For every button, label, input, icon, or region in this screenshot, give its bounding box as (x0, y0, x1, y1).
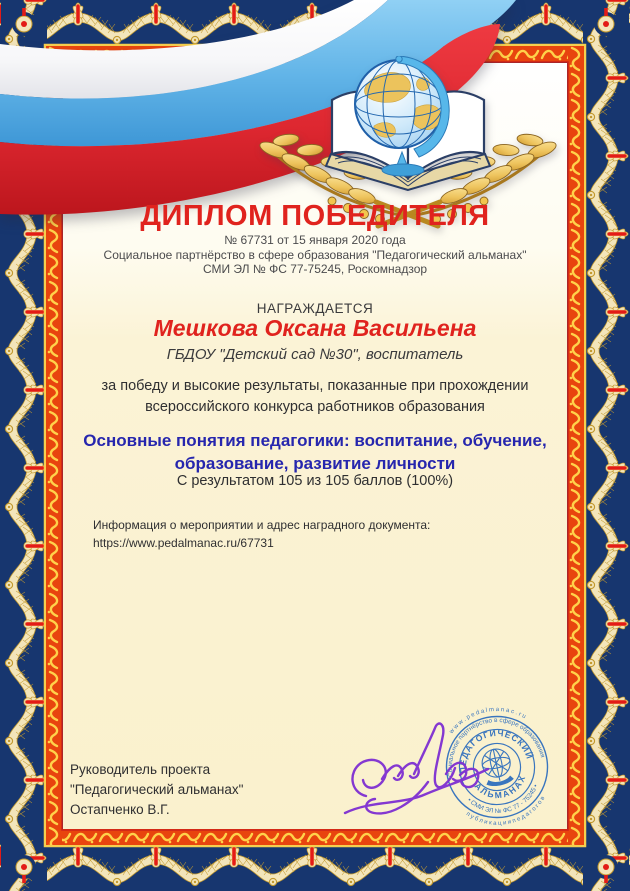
stamp-name-bottom-text: АЛЬМАНАХ (472, 772, 528, 801)
signature (340, 716, 510, 834)
certificate-subheader (62, 233, 568, 277)
contest-title: Основные понятия педагогики: воспитание, обучение, образование, развитие личности (83, 431, 547, 473)
result-line: С результатом 105 из 105 баллов (100%) (176, 473, 454, 489)
organization-line: Социальное партнёрство в сфере образования "Педагогический альманах" (103, 247, 527, 262)
info-block (93, 516, 533, 552)
stamp-partnership-text: Социальное партнёрство в сфере образования (446, 716, 546, 778)
recipient-name: Мешкова Оксана Васильена (153, 315, 477, 341)
award-reason: за победу и высокие результаты, показанные при прохождении всероссийского конкурса работников образования (101, 378, 529, 415)
recipient-position: ГБДОУ "Детский сад №30", воспитатель (166, 346, 464, 363)
signatory-name: Остапченко В.Г. (70, 802, 170, 817)
signatory-role-2: "Педагогический альманах" (70, 782, 244, 797)
signatory-block (70, 760, 370, 820)
smi-line: СМИ ЭЛ № ФС 77-75245, Роскомнадзор (202, 262, 428, 276)
certificate-number: № 67731 от 15 января 2020 года (224, 233, 406, 247)
certificate-title: ДИПЛОМ ПОБЕДИТЕЛЯ (140, 200, 490, 232)
signatory-role-1: Руководитель проекта (70, 762, 211, 777)
stamp-smi-text: • СМИ ЭЛ № ФС 77 - 75245 • (465, 783, 540, 815)
awarded-label: НАГРАЖДАЕТСЯ (256, 301, 374, 316)
stamp-url-text: w w w . p e d a l m a n a c . r u (448, 706, 527, 735)
stamp-name-top-text: ПЕДАГОГИЧЕСКИЙ (457, 727, 535, 774)
stamp-publications-text: п у б л и к а ц и и п е д а г о г о в (464, 795, 547, 827)
info-label: Информация о мероприятии и адрес наградного документа: (93, 518, 431, 532)
info-url: https://www.pedalmanac.ru/67731 (93, 536, 274, 550)
